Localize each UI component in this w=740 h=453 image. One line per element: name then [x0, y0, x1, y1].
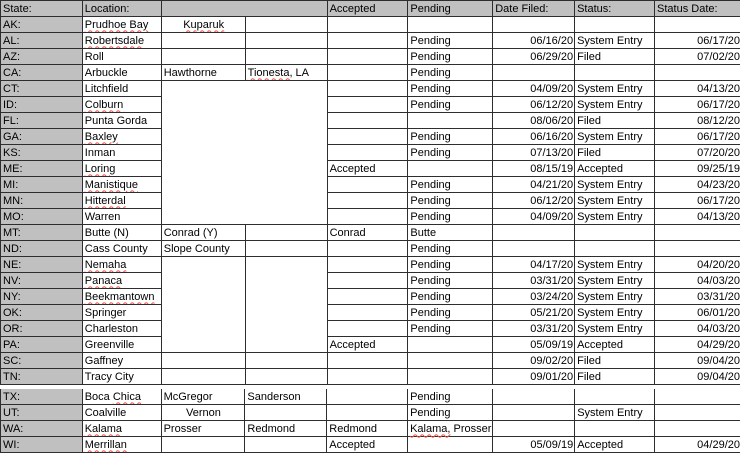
cell-or-pending[interactable]: Pending — [408, 321, 493, 337]
cell-ct-pending[interactable]: Pending — [408, 81, 493, 97]
misspelled-word: Tionesta, — [247, 66, 293, 79]
cell-mt-status-date[interactable] — [655, 225, 740, 241]
cell-mn-location[interactable] — [82, 193, 161, 209]
cell-ks-location[interactable]: Inman — [82, 145, 161, 161]
header-location[interactable]: Location: — [82, 1, 161, 17]
cell-wa-status-date[interactable] — [655, 421, 740, 437]
cell-nd-date-filed[interactable] — [493, 241, 575, 257]
header-state[interactable]: State: — [1, 1, 83, 17]
cell-id-location[interactable] — [82, 97, 161, 113]
cell-ga-status[interactable]: System Entry — [575, 129, 655, 145]
cell-ga-status-date[interactable]: 06/17/20 — [655, 129, 740, 145]
cell-or-status[interactable]: System Entry — [575, 321, 655, 337]
cell-ct-accepted[interactable] — [327, 81, 408, 97]
cell-mt-accepted[interactable]: Conrad — [327, 225, 408, 241]
cell-mo-status[interactable]: System Entry — [575, 209, 655, 225]
cell-ks-pending[interactable]: Pending — [408, 145, 493, 161]
cell-mo-status-date[interactable]: 04/13/20 — [655, 209, 740, 225]
cell-ne-status-date[interactable]: 04/20/20 — [655, 257, 740, 273]
cell-ny-status[interactable]: System Entry — [575, 289, 655, 305]
cell-ny-state[interactable]: NY: — [1, 289, 83, 305]
cell-nv-status[interactable]: System Entry — [575, 273, 655, 289]
cell-az-state[interactable]: AZ: — [1, 49, 83, 65]
cell-nd-location-3[interactable] — [245, 241, 327, 257]
cell-pa-state[interactable]: PA: — [1, 337, 83, 353]
cell-nv-status-date[interactable]: 04/03/20 — [655, 273, 740, 289]
cell-sc-state[interactable]: SC: — [1, 353, 83, 369]
cell-tx-date-filed[interactable] — [493, 389, 575, 405]
cell-nv-accepted[interactable] — [327, 273, 408, 289]
misspelled-word: Loring — [84, 162, 116, 175]
header-status[interactable]: Status: — [575, 1, 655, 17]
misspelled-word: Merrillan — [84, 438, 127, 451]
cell-ok-state[interactable]: OK: — [1, 305, 83, 321]
cell-tn-accepted[interactable] — [327, 369, 408, 385]
cell-wa-location-3[interactable]: Redmond — [245, 421, 327, 437]
cell-mt-pending[interactable]: Butte — [408, 225, 493, 241]
cell-wi-status-date[interactable]: 04/29/20 — [655, 437, 740, 453]
cell-al-pending[interactable]: Pending — [408, 33, 493, 49]
cell-ak-accepted[interactable] — [327, 17, 408, 33]
cell-nd-pending[interactable]: Pending — [408, 241, 493, 257]
misspelled-word: Manistique — [84, 178, 138, 191]
cell-or-date-filed[interactable]: 03/31/20 — [493, 321, 575, 337]
cell-ga-date-filed[interactable]: 06/16/20 — [493, 129, 575, 145]
cell-id-status-date[interactable]: 06/17/20 — [655, 97, 740, 113]
cell-ne-status[interactable]: System Entry — [575, 257, 655, 273]
cell-ne-location[interactable] — [82, 257, 161, 273]
cell-az-location-3[interactable] — [245, 49, 327, 65]
cell-al-status-date[interactable]: 06/17/20 — [655, 33, 740, 49]
cell-ks-accepted[interactable] — [327, 145, 408, 161]
cell-me-status[interactable]: Accepted — [575, 161, 655, 177]
cell-id-date-filed[interactable]: 06/12/20 — [493, 97, 575, 113]
cell-wi-state[interactable]: WI: — [1, 437, 83, 453]
cell-or-accepted[interactable] — [327, 321, 408, 337]
cell-tn-location[interactable]: Tracy City — [82, 369, 161, 385]
cell-fl-accepted[interactable] — [327, 113, 408, 129]
cell-az-pending[interactable]: Pending — [408, 49, 493, 65]
cell-id-accepted[interactable] — [327, 97, 408, 113]
cell-tn-status[interactable]: Filed — [575, 369, 655, 385]
cell-id-status[interactable]: System Entry — [575, 97, 655, 113]
header-status-date[interactable]: Status Date: — [655, 1, 740, 17]
cell-or-status-date[interactable]: 04/03/20 — [655, 321, 740, 337]
cell-wi-pending[interactable] — [408, 437, 493, 453]
cell-id-pending[interactable]: Pending — [408, 97, 493, 113]
cell-wa-location-2[interactable]: Prosser — [161, 421, 245, 437]
cell-fl-pending[interactable] — [408, 113, 493, 129]
cell-al-date-filed[interactable]: 06/16/20 — [493, 33, 575, 49]
header-date-filed[interactable]: Date Filed: — [493, 1, 575, 17]
cell-ut-accepted[interactable] — [327, 405, 408, 421]
cell-ok-status[interactable]: System Entry — [575, 305, 655, 321]
cell-az-location-2[interactable] — [161, 49, 245, 65]
cell-mo-date-filed[interactable]: 04/09/20 — [493, 209, 575, 225]
cell-mt-location[interactable]: Butte (N) — [82, 225, 161, 241]
cell-ga-accepted[interactable] — [327, 129, 408, 145]
cell-fl-status[interactable]: Filed — [575, 113, 655, 129]
cell-az-location[interactable]: Roll — [82, 49, 161, 65]
misspelled-word: Beekmantown — [84, 290, 155, 303]
cell-mi-status-date[interactable]: 04/23/20 — [655, 177, 740, 193]
header-location-2[interactable] — [161, 1, 327, 17]
cell-mi-pending[interactable]: Pending — [408, 177, 493, 193]
misspelled-word: Hitterdal — [84, 194, 126, 207]
misspelled-word: Baxley — [84, 130, 118, 143]
cell-ut-location[interactable]: Coalville — [82, 405, 161, 421]
cell-tn-location-2[interactable] — [161, 369, 245, 385]
cell-az-accepted[interactable] — [327, 49, 408, 65]
cell-ak-location-2[interactable] — [161, 17, 245, 33]
cell-id-state[interactable]: ID: — [1, 97, 83, 113]
cell-tx-location-3[interactable]: Sanderson — [245, 389, 327, 405]
cell-wa-location[interactable] — [82, 421, 161, 437]
cell-ut-state[interactable]: UT: — [1, 405, 83, 421]
cell-me-date-filed[interactable]: 08/15/19 — [493, 161, 575, 177]
cell-pa-status-date[interactable]: 04/29/20 — [655, 337, 740, 353]
cell-mo-state[interactable]: MO: — [1, 209, 83, 225]
cell-ks-date-filed[interactable]: 07/13/20 — [493, 145, 575, 161]
cell-ct-date-filed[interactable]: 04/09/20 — [493, 81, 575, 97]
cell-sc-date-filed[interactable]: 09/02/20 — [493, 353, 575, 369]
cell-ak-date-filed[interactable] — [493, 17, 575, 33]
cell-mn-status-date[interactable]: 06/17/20 — [655, 193, 740, 209]
cell-ca-status[interactable] — [575, 65, 655, 81]
cell-nd-location-2[interactable]: Slope County — [161, 241, 245, 257]
cell-me-accepted[interactable]: Accepted — [327, 161, 408, 177]
cell-al-location[interactable] — [82, 33, 161, 49]
cell-nv-location[interactable] — [82, 273, 161, 289]
cell-nv-state[interactable]: NV: — [1, 273, 83, 289]
misspelled-word: Chica — [112, 390, 141, 403]
cell-ny-location[interactable] — [82, 289, 161, 305]
cell-wi-location-3[interactable] — [245, 437, 327, 453]
cell-mt-location-2[interactable]: Conrad (Y) — [161, 225, 245, 241]
header-accepted[interactable]: Accepted — [327, 1, 408, 17]
cell-mo-pending[interactable]: Pending — [408, 209, 493, 225]
cell-sc-pending[interactable] — [408, 353, 493, 369]
cell-ok-location[interactable]: Springer — [82, 305, 161, 321]
cell-ut-pending[interactable]: Pending — [408, 405, 493, 421]
cell-al-status[interactable]: System Entry — [575, 33, 655, 49]
cell-ut-status-date[interactable] — [655, 405, 740, 421]
cell-ut-location-2[interactable]: Vernon — [161, 405, 245, 421]
cell-sc-status-date[interactable]: 09/04/20 — [655, 353, 740, 369]
cell-ak-status-date[interactable] — [655, 17, 740, 33]
cell-mt-date-filed[interactable] — [493, 225, 575, 241]
cell-tx-status-date[interactable] — [655, 389, 740, 405]
cell-mo-location[interactable]: Warren — [82, 209, 161, 225]
cell-wi-accepted[interactable]: Accepted — [327, 437, 408, 453]
cell-mi-location[interactable] — [82, 177, 161, 193]
cell-ny-date-filed[interactable]: 03/24/20 — [493, 289, 575, 305]
misspelled-word: Kuparuk — [183, 18, 225, 31]
cell-tx-state[interactable]: TX: — [1, 389, 83, 405]
cell-mo-accepted[interactable] — [327, 209, 408, 225]
cell-al-location-2[interactable] — [161, 33, 245, 49]
cell-or-state[interactable]: OR: — [1, 321, 83, 337]
misspelled-word: Nemaha — [84, 258, 127, 271]
misspelled-word: Panaca — [84, 274, 123, 287]
cell-ct-location-2[interactable] — [161, 81, 327, 225]
cell-mn-state[interactable]: MN: — [1, 193, 83, 209]
cell-fl-status-date[interactable]: 08/12/20 — [655, 113, 740, 129]
cell-pa-pending[interactable] — [408, 337, 493, 353]
cell-tx-pending[interactable]: Pending — [408, 389, 493, 405]
cell-wa-date-filed[interactable] — [493, 421, 575, 437]
misspelled-word: Prudhoe Bay — [84, 18, 149, 31]
cell-sc-status[interactable]: Filed — [575, 353, 655, 369]
cell-wi-date-filed[interactable]: 05/09/19 — [493, 437, 575, 453]
cell-mt-location-3[interactable] — [245, 225, 327, 241]
cell-mi-status[interactable]: System Entry — [575, 177, 655, 193]
cell-tn-pending[interactable] — [408, 369, 493, 385]
cell-ny-status-date[interactable]: 03/31/20 — [655, 289, 740, 305]
cell-ct-location[interactable]: Litchfield — [82, 81, 161, 97]
cell-pa-status[interactable]: Accepted — [575, 337, 655, 353]
cell-ct-status-date[interactable]: 04/13/20 — [655, 81, 740, 97]
cell-wi-location-2[interactable] — [161, 437, 245, 453]
cell-ak-state[interactable]: AK: — [1, 17, 83, 33]
cell-ny-accepted[interactable] — [327, 289, 408, 305]
cell-al-location-3[interactable] — [245, 33, 327, 49]
cell-ut-status[interactable]: System Entry — [575, 405, 655, 421]
cell-ne-date-filed[interactable]: 04/17/20 — [493, 257, 575, 273]
cell-ut-location-3[interactable] — [245, 405, 327, 421]
cell-ak-location[interactable] — [82, 17, 161, 33]
cell-ca-location[interactable]: Arbuckle — [82, 65, 161, 81]
misspelled-word: Kalama, — [410, 422, 451, 435]
cell-ak-location-3[interactable] — [245, 17, 327, 33]
cell-ok-pending[interactable]: Pending — [408, 305, 493, 321]
cell-az-status-date[interactable]: 07/02/20 — [655, 49, 740, 65]
cell-mn-accepted[interactable] — [327, 193, 408, 209]
cell-nd-status[interactable] — [575, 241, 655, 257]
cell-mn-date-filed[interactable]: 06/12/20 — [493, 193, 575, 209]
cell-nd-accepted[interactable] — [327, 241, 408, 257]
cell-ok-date-filed[interactable]: 05/21/20 — [493, 305, 575, 321]
cell-mi-date-filed[interactable]: 04/21/20 — [493, 177, 575, 193]
cell-tn-state[interactable]: TN: — [1, 369, 83, 385]
cell-tx-location[interactable]: Boca Chica — [82, 389, 161, 405]
cell-pa-accepted[interactable]: Accepted — [327, 337, 408, 353]
cell-ga-pending[interactable]: Pending — [408, 129, 493, 145]
cell-ca-location-3[interactable]: Tionesta, LA — [245, 65, 327, 81]
cell-ne-location-2[interactable] — [161, 257, 245, 353]
cell-tx-status[interactable] — [575, 389, 655, 405]
cell-tn-status-date[interactable]: 09/04/20 — [655, 369, 740, 385]
cell-ks-status[interactable]: Filed — [575, 145, 655, 161]
cell-ut-date-filed[interactable] — [493, 405, 575, 421]
cell-tx-accepted[interactable] — [327, 389, 408, 405]
cell-sc-accepted[interactable] — [327, 353, 408, 369]
cell-nd-state[interactable]: ND: — [1, 241, 83, 257]
cell-me-state[interactable]: ME: — [1, 161, 83, 177]
cell-ga-state[interactable]: GA: — [1, 129, 83, 145]
cell-tx-location-2[interactable]: McGregor — [161, 389, 245, 405]
cell-ga-location[interactable] — [82, 129, 161, 145]
cell-ca-location-2[interactable]: Hawthorne — [161, 65, 245, 81]
cell-mn-pending[interactable]: Pending — [408, 193, 493, 209]
cell-pa-location[interactable]: Greenville — [82, 337, 161, 353]
cell-ne-accepted[interactable] — [327, 257, 408, 273]
cell-az-status[interactable]: Filed — [575, 49, 655, 65]
cell-ks-state[interactable]: KS: — [1, 145, 83, 161]
cell-wi-status[interactable]: Accepted — [575, 437, 655, 453]
cell-wi-location[interactable] — [82, 437, 161, 453]
cell-ne-location-3[interactable] — [245, 257, 327, 353]
cell-ne-state[interactable]: NE: — [1, 257, 83, 273]
cell-nd-location[interactable]: Cass County — [82, 241, 161, 257]
cell-pa-date-filed[interactable]: 05/09/19 — [493, 337, 575, 353]
cell-wa-status[interactable] — [575, 421, 655, 437]
cell-sc-location-2[interactable] — [161, 353, 245, 369]
misspelled-word: Robertsdale — [84, 34, 145, 47]
cell-sc-location-3[interactable] — [245, 353, 327, 369]
cell-tn-date-filed[interactable]: 09/01/20 — [493, 369, 575, 385]
cell-mt-state[interactable]: MT: — [1, 225, 83, 241]
cell-ok-accepted[interactable] — [327, 305, 408, 321]
cell-nd-status-date[interactable] — [655, 241, 740, 257]
cell-ca-status-date[interactable] — [655, 65, 740, 81]
cell-al-state[interactable]: AL: — [1, 33, 83, 49]
misspelled-word: Kalama — [84, 422, 122, 435]
cell-al-accepted[interactable] — [327, 33, 408, 49]
cell-ne-pending[interactable]: Pending — [408, 257, 493, 273]
cell-wa-state[interactable]: WA: — [1, 421, 83, 437]
cell-ca-pending[interactable]: Pending — [408, 65, 493, 81]
cell-fl-location[interactable]: Punta Gorda — [82, 113, 161, 129]
cell-nv-date-filed[interactable]: 03/31/20 — [493, 273, 575, 289]
header-pending[interactable]: Pending — [408, 1, 493, 17]
cell-sc-location[interactable]: Gaffney — [82, 353, 161, 369]
lower-table — [0, 389, 740, 453]
cell-ca-state[interactable]: CA: — [1, 65, 83, 81]
cell-me-location[interactable] — [82, 161, 161, 177]
cell-or-location[interactable]: Charleston — [82, 321, 161, 337]
cell-ca-date-filed[interactable] — [493, 65, 575, 81]
cell-mi-state[interactable]: MI: — [1, 177, 83, 193]
cell-ny-pending[interactable]: Pending — [408, 289, 493, 305]
cell-az-date-filed[interactable]: 06/29/20 — [493, 49, 575, 65]
misspelled-word: Colburn — [84, 98, 124, 111]
cell-ct-state[interactable]: CT: — [1, 81, 83, 97]
cell-me-status-date[interactable]: 09/25/19 — [655, 161, 740, 177]
cell-ct-status[interactable]: System Entry — [575, 81, 655, 97]
cell-fl-state[interactable]: FL: — [1, 113, 83, 129]
cell-fl-date-filed[interactable]: 08/06/20 — [493, 113, 575, 129]
cell-me-pending[interactable] — [408, 161, 493, 177]
cell-nv-pending[interactable]: Pending — [408, 273, 493, 289]
cell-mt-status[interactable] — [575, 225, 655, 241]
cell-ok-status-date[interactable]: 06/01/20 — [655, 305, 740, 321]
cell-mn-status[interactable]: System Entry — [575, 193, 655, 209]
cell-mi-accepted[interactable] — [327, 177, 408, 193]
cell-ak-status[interactable] — [575, 17, 655, 33]
cell-wa-accepted[interactable]: Redmond — [327, 421, 408, 437]
cell-ks-status-date[interactable]: 07/20/20 — [655, 145, 740, 161]
cell-tn-location-3[interactable] — [245, 369, 327, 385]
cell-wa-pending[interactable]: Kalama, Prosser — [408, 421, 493, 437]
cell-ak-pending[interactable] — [408, 17, 493, 33]
cell-ca-accepted[interactable] — [327, 65, 408, 81]
